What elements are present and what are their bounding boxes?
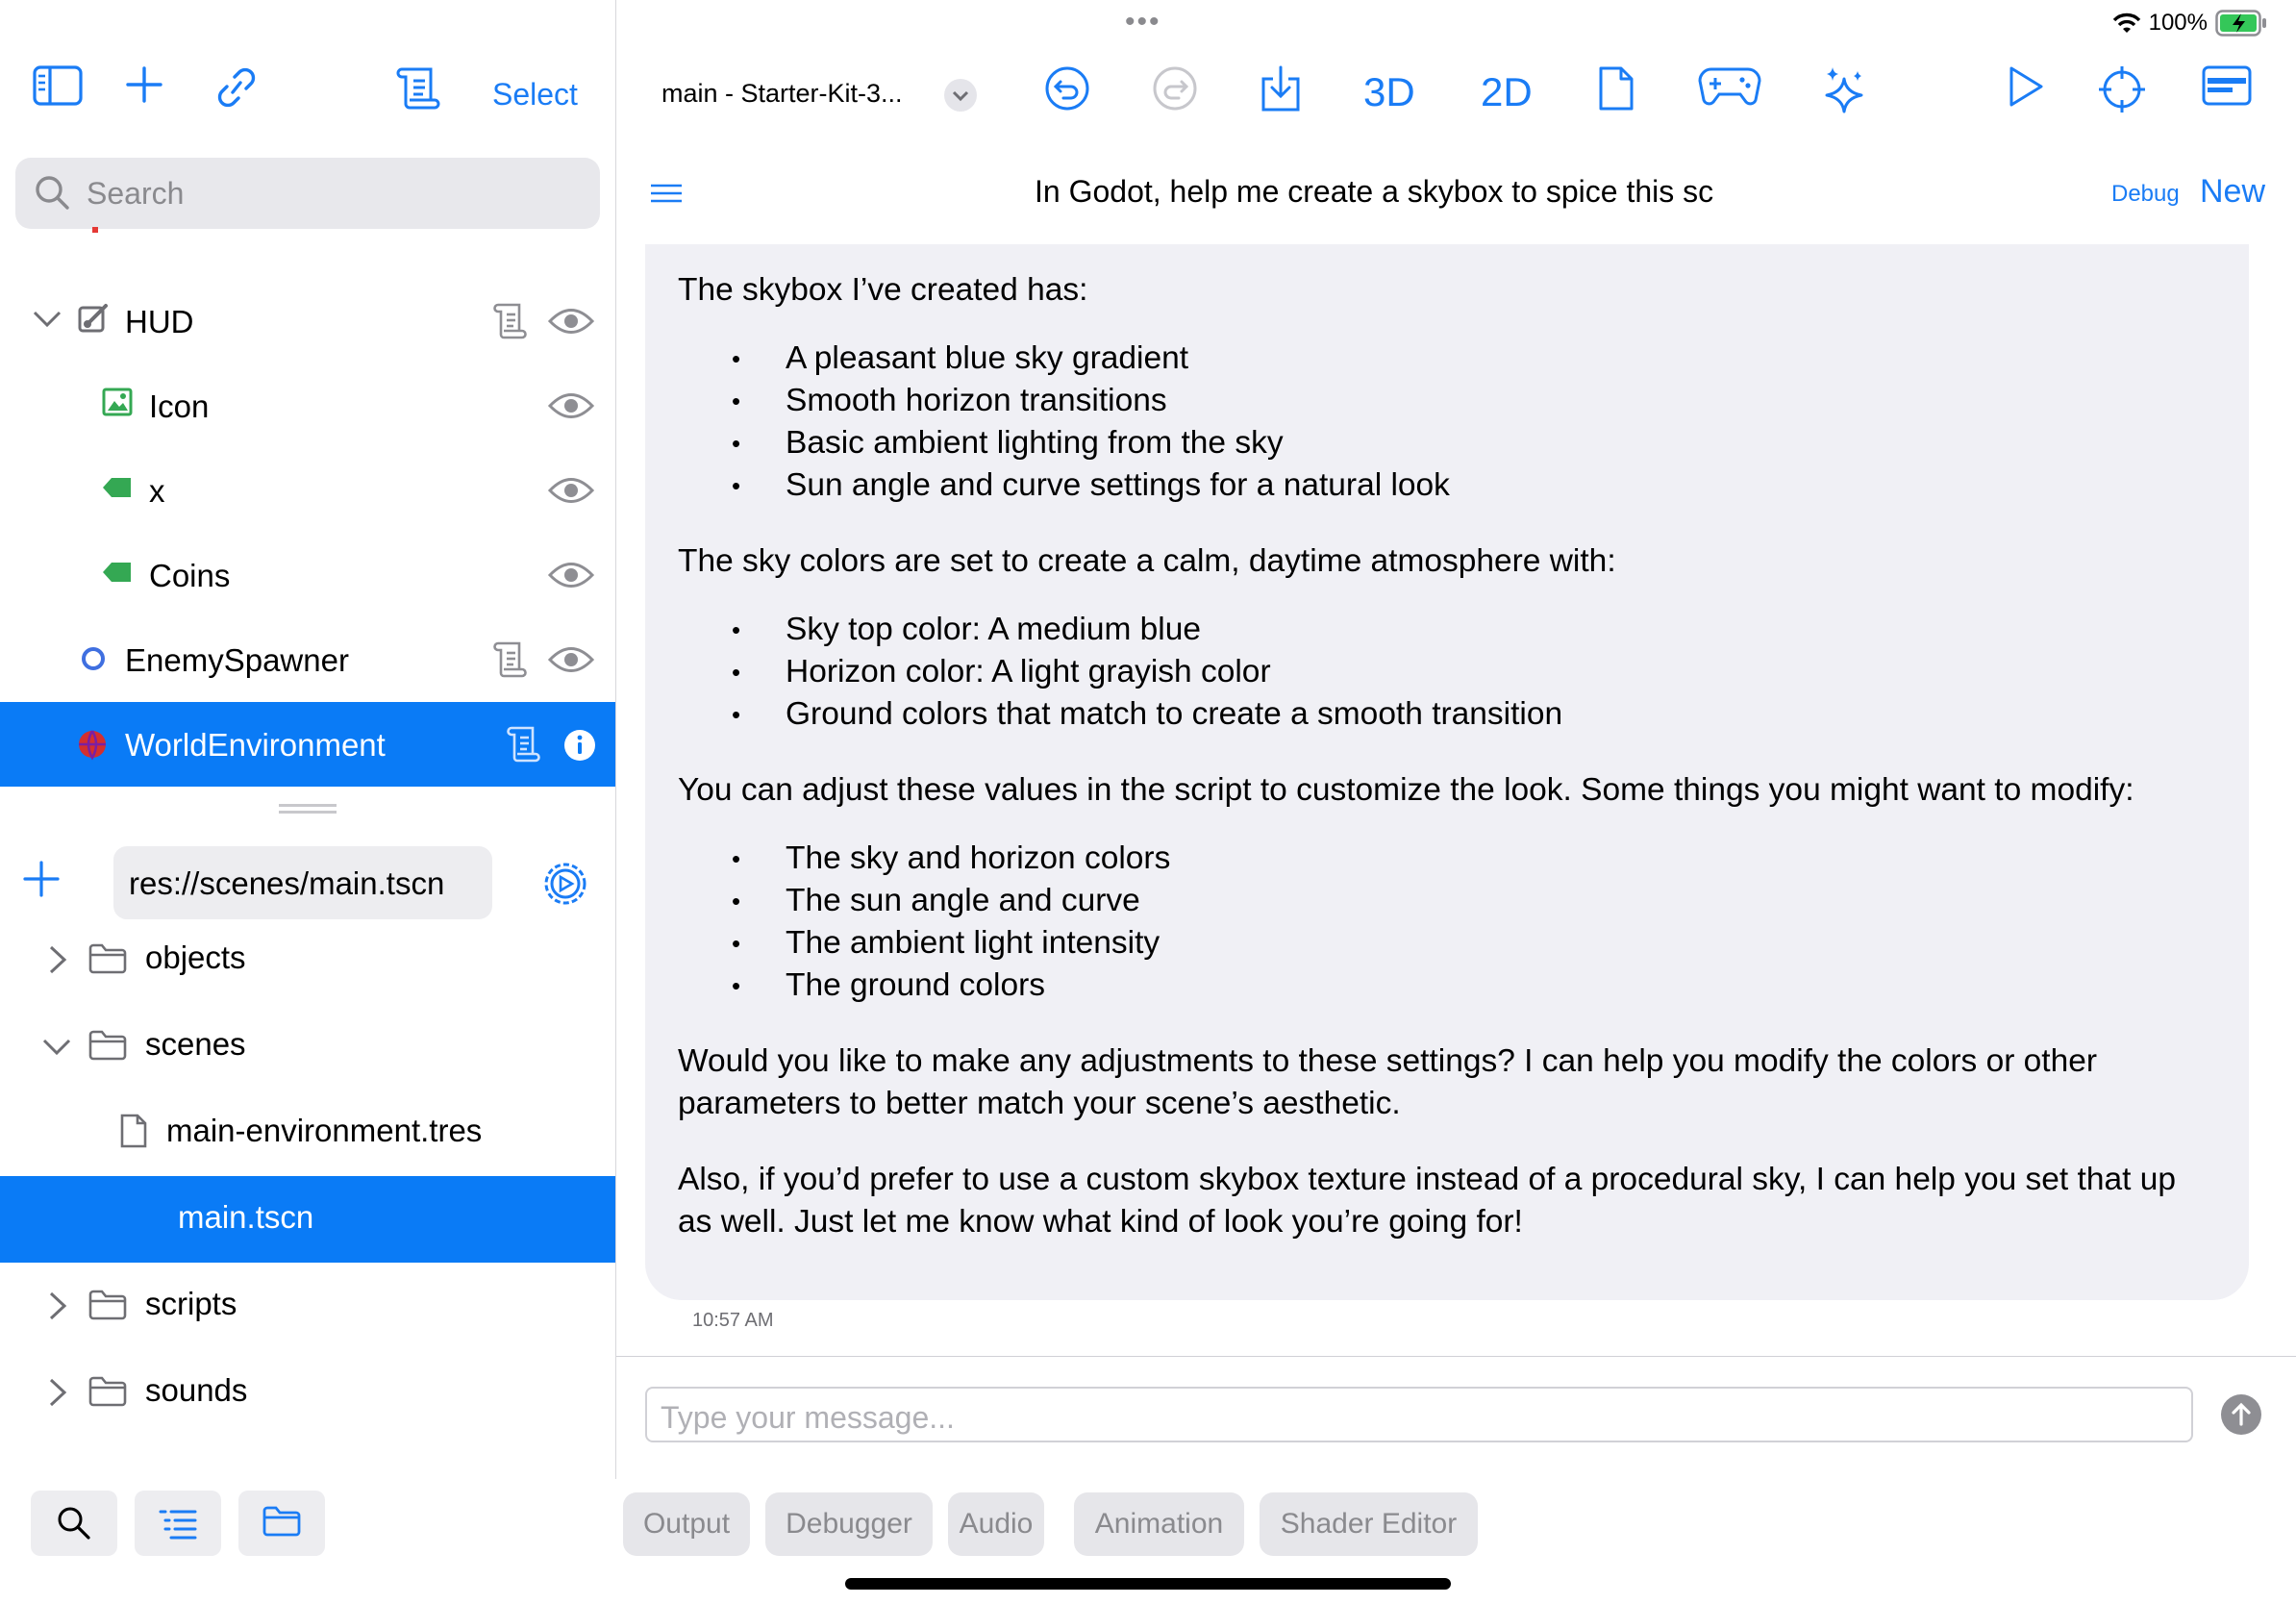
search-icon [57,1506,91,1541]
mode-2d-button[interactable]: 2D [1481,69,1533,114]
game-controller-icon [1698,65,1761,108]
label-tag-icon [102,562,133,583]
chevron-down-icon [944,79,977,112]
play-button[interactable] [2008,65,2044,108]
multitasking-dots[interactable]: ••• [1125,6,1161,38]
list-item: • A pleasant blue sky gradient [678,338,2216,380]
filesystem-settings-button[interactable] [541,860,589,908]
home-indicator[interactable] [845,1578,1451,1590]
folder-row-sounds[interactable] [0,1349,615,1436]
visibility-eye-icon[interactable] [548,561,594,589]
arrow-up-icon [2221,1394,2261,1435]
sparkles-icon [1823,65,1867,115]
scrolled-row-remnant [92,227,98,233]
crosshair-icon [2098,65,2146,113]
message-list [678,338,2216,507]
search-placeholder: Search [87,176,185,211]
visibility-eye-icon[interactable] [548,645,594,674]
link-icon [213,65,260,110]
pane-divider [615,0,616,1479]
inspector-panel-icon [2202,65,2252,106]
undo-button[interactable] [1044,65,1090,112]
folder-icon [88,1030,127,1061]
file-label: scenes [145,1026,246,1062]
list-item: • Smooth horizon transitions [678,380,2216,422]
list-item: • Horizon color: A light grayish color [678,651,2216,693]
script-button[interactable] [394,65,442,110]
message-timestamp: 10:57 AM [692,1310,774,1331]
list-item: • Ground colors that match to create a smooth transition [678,693,2216,736]
ai-assistant-button[interactable] [1823,65,1867,115]
message-list [678,838,2216,1007]
battery-charging-icon [2215,10,2267,37]
folder-icon [88,1290,127,1320]
list-item: • The sky and horizon colors [678,838,2216,880]
attached-script-icon[interactable] [492,640,527,679]
folder-row-objects[interactable] [0,916,615,1003]
play-icon [2008,65,2044,108]
message-paragraph: The sky colors are set to create a calm, daytime atmosphere with: [678,543,1616,579]
status-right [2112,10,2267,37]
list-item: • The ambient light intensity [678,922,2216,965]
tab-animation[interactable]: Animation [1074,1492,1244,1556]
file-label: main-environment.tres [166,1113,483,1148]
list-item: • Sun angle and curve settings for a natural look [678,464,2216,507]
tab-debugger[interactable]: Debugger [765,1492,933,1556]
sidebar-icon [33,65,83,106]
scene-node-x[interactable] [0,448,615,533]
select-button[interactable]: Select [492,77,578,112]
list-item: • The sun angle and curve [678,880,2216,922]
pane-resize-handle[interactable] [279,804,337,814]
battery-percent: 100% [2148,10,2208,36]
gear-icon [541,860,589,908]
message-input[interactable] [645,1387,2193,1442]
file-label: sounds [145,1372,248,1408]
message-list [678,609,2216,736]
game-view-button[interactable] [1698,65,1761,108]
list-item: • Basic ambient lighting from the sky [678,422,2216,464]
hierarchy-list-icon [158,1506,198,1541]
folder-row-scenes[interactable] [0,1003,615,1090]
list-item: • Sky top color: A medium blue [678,609,2216,651]
plus-icon [23,861,60,897]
message-input-placeholder: Type your message... [661,1400,955,1435]
resource-path-field[interactable] [113,846,492,919]
scene-node-label: HUD [125,304,194,339]
link-button[interactable] [213,65,260,110]
target-button[interactable] [2098,65,2146,113]
plus-icon [125,65,163,104]
tab-audio[interactable]: Audio [948,1492,1044,1556]
texture-rect-icon [102,387,133,417]
folder-icon [88,1376,127,1407]
scene-node-label: EnemySpawner [125,642,349,678]
composer-divider [616,1356,2296,1357]
message-paragraph: Also, if you’d prefer to use a custom skybox texture instead of a procedural sky, I can help you set that up as well. Just let me know what kind of look you’re going for! [678,1162,2176,1240]
message-paragraph: Would you like to make any adjustments to these settings? I can help you modify the colors or other parameters to better match your scene’s aesthetic. [678,1043,2098,1121]
folder-icon [262,1506,301,1537]
scene-node-hud[interactable] [0,279,615,363]
scene-node-icon[interactable] [0,363,615,448]
undo-icon [1044,65,1090,112]
message-paragraph: The skybox I’ve created has: [678,272,1088,308]
file-row-main-tscn[interactable] [0,1176,615,1263]
new-file-button[interactable] [23,861,60,897]
tab-output[interactable]: Output [623,1492,750,1556]
chevron-down-icon[interactable] [33,310,62,329]
bottom-search-button[interactable] [31,1491,117,1556]
scene-selector[interactable]: main - Starter-Kit-3... [661,79,903,108]
search-icon [35,175,71,212]
scene-node-coins[interactable] [0,533,615,617]
save-download-button[interactable] [1260,65,1302,113]
document-icon [1598,65,1635,112]
chat-menu-button[interactable] [650,183,683,204]
folder-row-scripts[interactable] [0,1263,615,1349]
assistant-message-bubble [645,244,2249,1300]
attached-script-icon[interactable] [492,302,527,340]
filesystem-button[interactable] [238,1491,325,1556]
scene-node-label: x [149,473,165,509]
new-chat-button[interactable]: New [2200,173,2266,210]
file-row-main-environment[interactable] [0,1090,615,1176]
world-environment-globe-icon [75,727,110,762]
message-paragraph: You can adjust these values in the script to customize the look. Some things you might want to modify: [678,772,2134,808]
scene-node-label: WorldEnvironment [125,727,386,763]
visibility-eye-icon[interactable] [548,391,594,420]
scene-selector-chevron[interactable] [944,79,977,112]
file-label: main.tscn [178,1199,314,1235]
tray-download-icon [1260,65,1302,113]
search-field[interactable] [15,158,600,229]
visibility-eye-icon[interactable] [548,307,594,336]
chat-title: In Godot, help me create a skybox to spice this sc [1035,174,1714,209]
redo-button[interactable] [1152,65,1198,112]
list-item: • The ground colors [678,965,2216,1007]
scene-tree-button[interactable] [135,1491,221,1556]
wifi-icon [2112,12,2141,35]
document-icon [119,1113,148,1149]
node3d-circle-icon [79,644,108,673]
scene-node-label: Coins [149,558,231,593]
canvas-layer-icon [77,302,110,335]
scene-node-label: Icon [149,388,210,424]
debug-button[interactable]: Debug [2111,181,2180,207]
file-label: scripts [145,1286,237,1321]
scene-node-worldenvironment[interactable] [0,702,615,787]
scene-node-enemyspawner[interactable] [0,617,615,702]
info-icon[interactable] [563,729,596,762]
folder-icon [88,943,127,974]
add-node-button[interactable] [125,65,163,104]
inspector-panel-button[interactable] [2202,65,2252,106]
tab-shader-editor[interactable]: Shader Editor [1260,1492,1478,1556]
mode-3d-button[interactable]: 3D [1363,69,1415,114]
toggle-sidebar-button[interactable] [33,65,83,106]
send-button[interactable] [2221,1394,2261,1435]
scroll-script-icon [394,65,442,110]
chevron-right-icon[interactable] [48,1291,67,1320]
hamburger-menu-icon [650,183,683,204]
label-tag-icon [102,477,133,498]
script-editor-button[interactable] [1598,65,1635,112]
attached-script-icon[interactable] [506,725,540,764]
visibility-eye-icon[interactable] [548,476,594,505]
resource-path: res://scenes/main.tscn [129,865,445,901]
left-sidebar [0,0,615,1604]
redo-icon [1152,65,1198,112]
file-label: objects [145,940,246,975]
chevron-down-icon[interactable] [42,1038,71,1057]
chevron-right-icon[interactable] [48,945,67,974]
chevron-right-icon[interactable] [48,1378,67,1407]
